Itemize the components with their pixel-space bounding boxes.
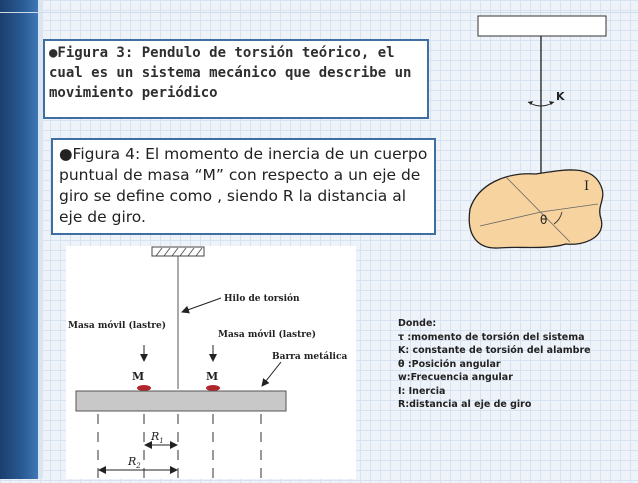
figure3-caption-box bbox=[43, 39, 429, 119]
wire-label: Hilo de torsión bbox=[224, 294, 300, 304]
legend-item: K: constante de torsión del alambre bbox=[398, 345, 591, 356]
inertia-label: I bbox=[584, 179, 590, 194]
mass-right-label: Masa móvil (lastre) bbox=[218, 330, 317, 340]
r2-label: $R_2$ bbox=[128, 455, 141, 470]
mass-left bbox=[137, 385, 151, 391]
legend-item: w:Frecuencia angular bbox=[398, 372, 513, 383]
pendulum-disk bbox=[469, 170, 603, 248]
top-divider bbox=[0, 12, 638, 13]
theta-label: θ bbox=[540, 213, 548, 227]
mass-symbol-right: M bbox=[206, 370, 219, 383]
torsion-pendulum-diagram bbox=[458, 14, 608, 264]
figure4-caption-box bbox=[51, 138, 436, 235]
bar-label: Barra metálica bbox=[272, 352, 348, 362]
mass-left-label: Masa móvil (lastre) bbox=[68, 321, 167, 331]
legend-title: Donde: bbox=[398, 318, 437, 329]
left-decor-band bbox=[0, 0, 38, 479]
r1-label: $R_1$ bbox=[151, 430, 164, 445]
legend bbox=[398, 317, 598, 412]
legend-item: R:distancia al eje de giro bbox=[398, 399, 532, 410]
legend-item: τ :momento de torsión del sistema bbox=[398, 331, 585, 343]
pendulum-ceiling bbox=[478, 16, 606, 36]
legend-item: θ :Posición angular bbox=[398, 358, 501, 370]
figure3-caption: ●Figura 3: Pendulo de torsión teórico, el cual es un sistema mecánico que describe un movimiento periódico bbox=[49, 45, 412, 101]
metal-bar bbox=[76, 391, 286, 411]
torsion-bar-diagram bbox=[66, 246, 356, 479]
figure4-caption: ●Figura 4: El momento de inercia de un cuerpo puntual de masa “M” con respecto a un eje de giro se define como , siendo R la distancia al eje de giro. bbox=[59, 145, 428, 226]
k-label: K bbox=[556, 90, 565, 103]
mass-right bbox=[206, 385, 220, 391]
legend-item: I: Inercia bbox=[398, 385, 446, 397]
mass-symbol-left: M bbox=[132, 370, 145, 383]
